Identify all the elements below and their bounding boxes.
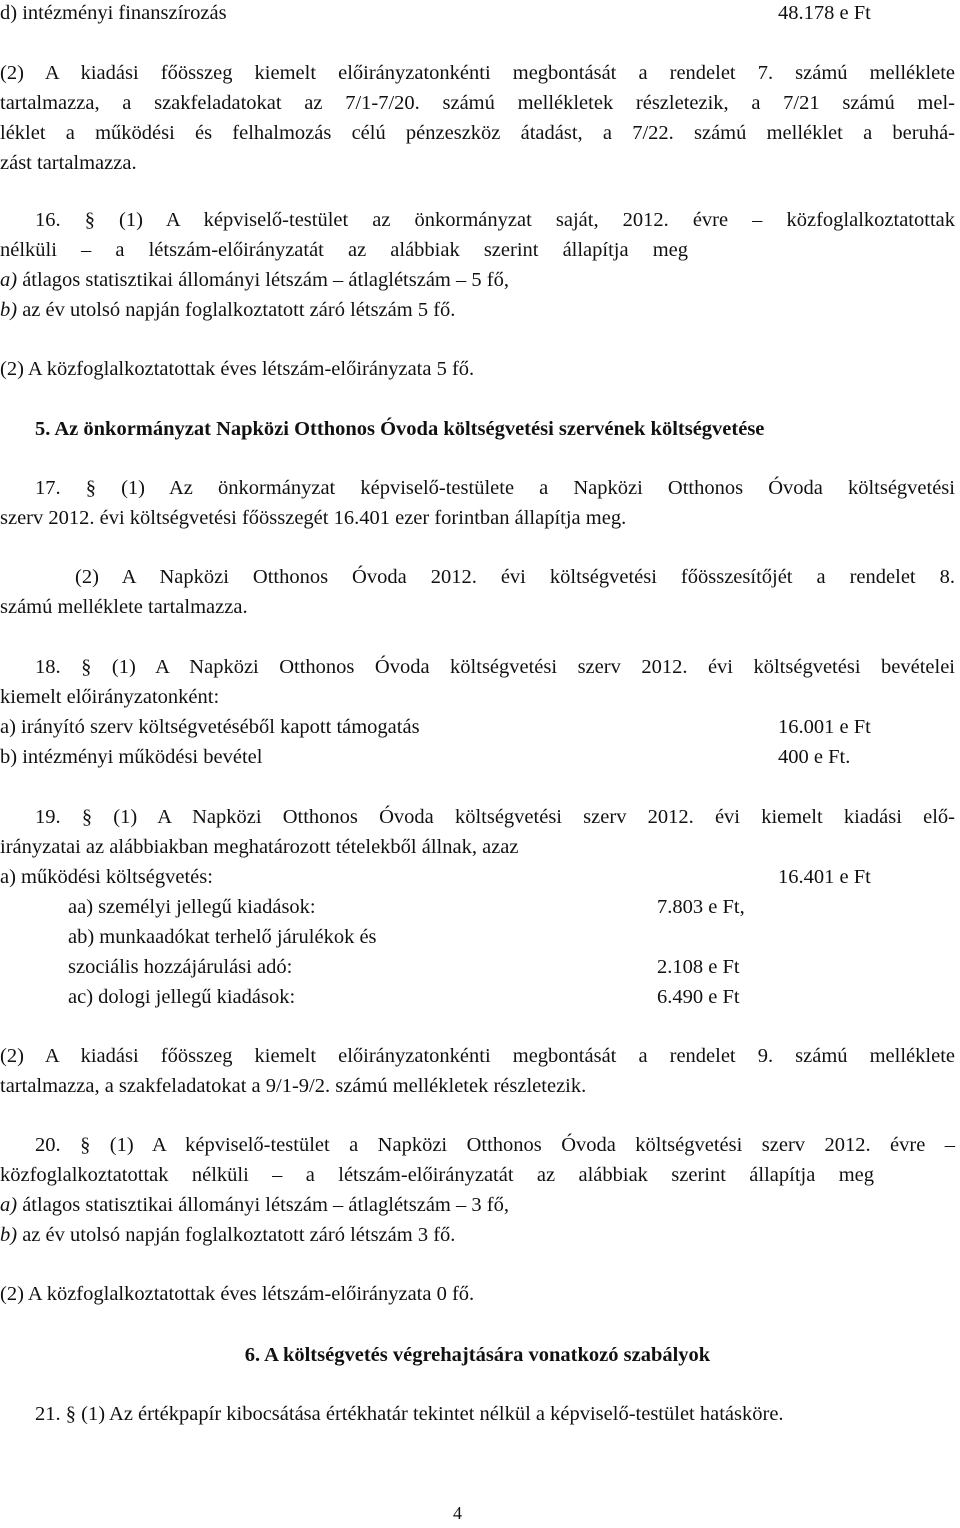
section-19-line: irányzatai az alábbiakban meghatározott tételekből állnak, azaz <box>0 836 519 858</box>
item-marker: a) <box>0 1194 18 1216</box>
item-marker: b) <box>0 299 18 321</box>
revenue-row-label: a) irányító szerv költségvetéséből kapott támogatás <box>0 716 420 738</box>
section-16-item-a <box>0 265 955 295</box>
section-20-line: 20. § (1) A képviselő-testület a Napközi Otthonos Óvoda költségvetési szerv 2012. évre – <box>35 1134 955 1156</box>
section-17-line: szerv 2012. évi költségvetési főösszegét 16.401 ezer forintban állapítja meg. <box>0 507 627 529</box>
section-19-paragraph-2: tartalmazza, a szakfeladatokat a 9/1-9/2. számú mellékletek részletezik. <box>0 1075 587 1097</box>
section-20-line: közfoglalkoztatottak nélküli – a létszám-előirányzatát az alábbiak szerint állapítja meg <box>0 1164 874 1186</box>
section-17-paragraph-2: számú melléklete tartalmazza. <box>0 596 248 618</box>
section-17-paragraph-2: (2) A Napközi Otthonos Óvoda 2012. évi költségvetési főösszesítőjét a rendelet 8. <box>75 566 955 588</box>
section-19-line: 19. § (1) A Napközi Otthonos Óvoda költségvetési szerv 2012. évi kiemelt kiadási elő- <box>35 806 955 828</box>
revenue-row-label: b) intézményi működési bevétel <box>0 746 263 768</box>
expense-aa-amount: 7.803 e Ft, <box>657 896 745 918</box>
chapter-6-heading: 6. A költségvetés végrehajtására vonatkozó szabályok <box>244 1344 711 1366</box>
item-marker: b) <box>0 1224 18 1246</box>
expense-a-label: a) működési költségvetés: <box>0 866 213 888</box>
expense-ab-amount: 2.108 e Ft <box>657 956 740 978</box>
section-16-line: 16. § (1) A képviselő-testület az önkormányzat saját, 2012. évre – közfoglalkoztatottak <box>35 209 955 231</box>
expense-a-amount: 16.401 e Ft <box>778 866 871 888</box>
section-16-line: nélküli – a létszám-előirányzatát az alábbiak szerint állapítja meg <box>0 239 688 261</box>
expense-aa-label: aa) személyi jellegű kiadások: <box>68 896 316 918</box>
expense-ab-label: szociális hozzájárulási adó: <box>68 956 293 978</box>
section-17-line: 17. § (1) Az önkormányzat képviselő-testülete a Napközi Otthonos Óvoda költségvetési <box>35 477 955 499</box>
item-marker: a) <box>0 269 18 291</box>
intezmenyi-finanszirozas-amount: 48.178 e Ft <box>778 2 871 24</box>
section-16-paragraph-2: (2) A közfoglalkoztatottak éves létszám-előirányzata 5 fő. <box>0 358 475 380</box>
page-number: 4 <box>453 1503 462 1523</box>
intezmenyi-finanszirozas-label: d) intézményi finanszírozás <box>0 2 227 24</box>
section-20-item-a <box>0 1190 955 1220</box>
section-21-line: 21. § (1) Az értékpapír kibocsátása értékhatár tekintet nélkül a képviselő-testület hatásköre. <box>35 1403 784 1425</box>
paragraph-line: zást tartalmazza. <box>0 152 137 174</box>
expense-ac-amount: 6.490 e Ft <box>657 986 740 1008</box>
item-text: az év utolsó napján foglalkoztatott záró létszám 5 fő. <box>17 299 456 321</box>
revenue-row-amount: 16.001 e Ft <box>778 716 871 738</box>
revenue-row-amount: 400 e Ft. <box>778 746 851 768</box>
item-text: átlagos statisztikai állományi létszám – átlaglétszám – 3 fő, <box>17 1194 509 1216</box>
chapter-5-heading: 5. Az önkormányzat Napközi Otthonos Óvoda költségvetési szervének költségvetése <box>35 418 765 440</box>
paragraph-line: léklet a működési és felhalmozás célú pénzeszköz átadást, a 7/22. számú melléklet a beruhá- <box>0 122 955 144</box>
section-20-item-b <box>0 1220 955 1250</box>
section-19-paragraph-2: (2) A kiadási főösszeg kiemelt előirányzatonkénti megbontását a rendelet 9. számú melléklete <box>0 1045 955 1067</box>
section-18-line: kiemelt előirányzatonként: <box>0 686 220 708</box>
expense-ac-label: ac) dologi jellegű kiadások: <box>68 986 296 1008</box>
paragraph-line: (2) A kiadási főösszeg kiemelt előirányzatonkénti megbontását a rendelet 7. számú melléklete <box>0 62 955 84</box>
section-16-item-b <box>0 295 955 325</box>
section-20-paragraph-2: (2) A közfoglalkoztatottak éves létszám-előirányzata 0 fő. <box>0 1283 475 1305</box>
expense-ab-label: ab) munkaadókat terhelő járulékok és <box>68 926 377 948</box>
section-18-line: 18. § (1) A Napközi Otthonos Óvoda költségvetési szerv 2012. évi költségvetési bevételei <box>35 656 955 678</box>
paragraph-line: tartalmazza, a szakfeladatokat az 7/1-7/20. számú mellékletek részletezik, a 7/21 számú mel- <box>0 92 955 114</box>
item-text: átlagos statisztikai állományi létszám – átlaglétszám – 5 fő, <box>17 269 509 291</box>
item-text: az év utolsó napján foglalkoztatott záró létszám 3 fő. <box>17 1224 456 1246</box>
